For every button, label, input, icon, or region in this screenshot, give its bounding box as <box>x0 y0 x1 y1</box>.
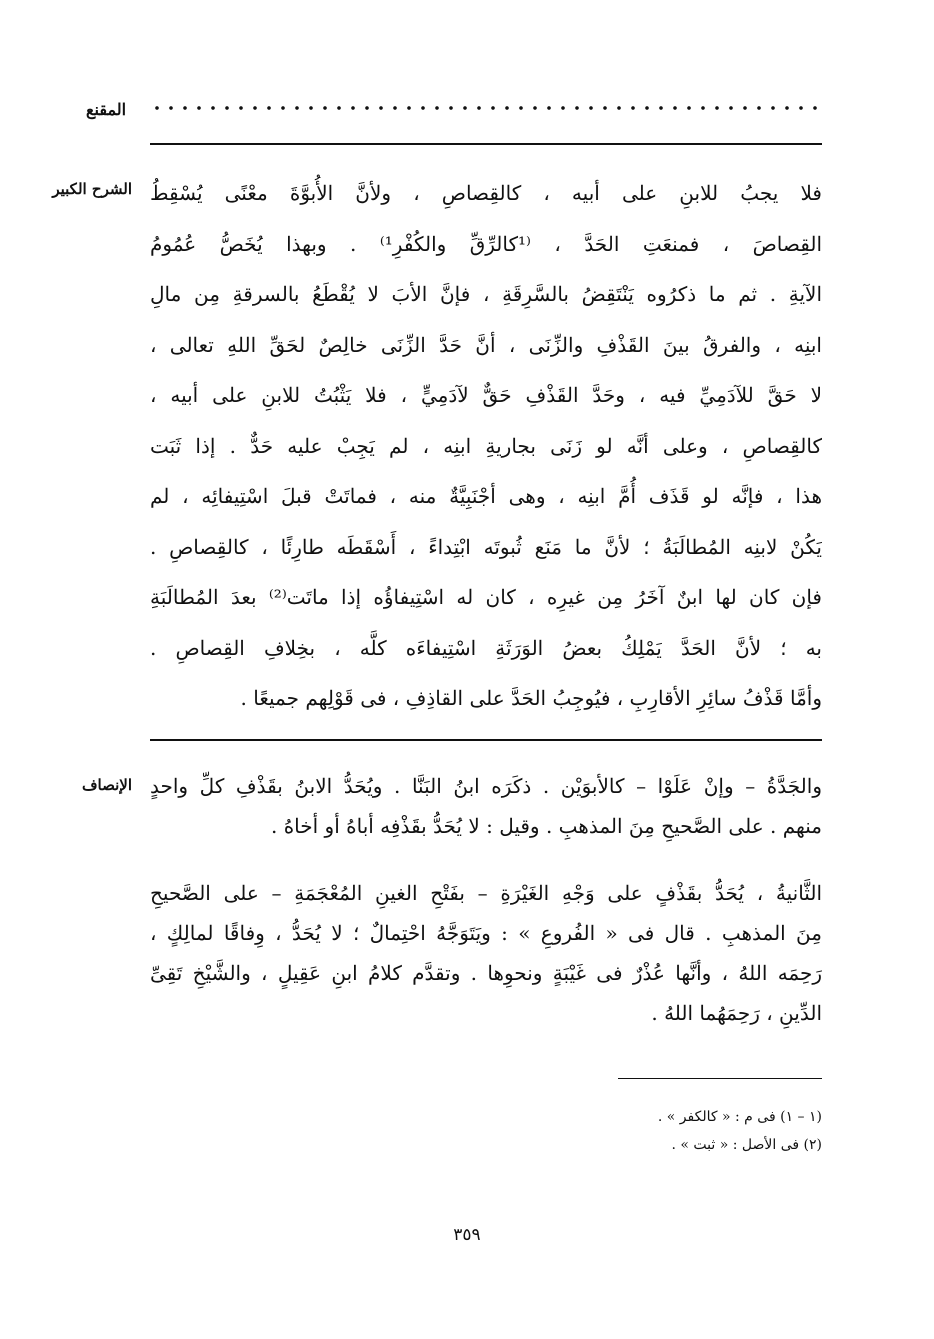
insaf-line: الدِّينِ ، رَحِمَهُما اللهُ . <box>651 1001 822 1025</box>
sharh-line: فلا يجبُ للابنِ على أبيه ، كالقِصاصِ ، ولأنَّ الأُبوَّةَ معْنًى يُسْقِطُ <box>150 181 822 205</box>
footnote: (١ – ١) فى م : « كالكفر » . <box>657 1109 822 1125</box>
footnote: (٢) فى الأصل : « ثبت » . <box>671 1137 822 1153</box>
sharh-line: القِصاصَ ، فمنعَتِ الحَدَّ ، ⁽¹كالرِّقِّ والكُفْرِ¹⁾ . وبهذا يُخَصُّ عُمُومُ <box>150 231 822 256</box>
sharh-line: به ؛ لأنَّ الحَدَّ يَمْلِكُ بعضُ الوَرَثَةِ اسْتِيفاءَه كلَّه ، بخِلافِ القِصاصِ . <box>150 635 822 660</box>
sharh-line: فإن كان لها ابنٌ آخَرُ مِن غيرِه ، كان له اسْتِيفاؤُه إذا ماتَت⁽²⁾ بعدَ المُطالَبَةِ <box>150 585 822 609</box>
header-rule <box>150 143 822 145</box>
section-divider-rule <box>150 739 822 741</box>
header-dotted-leader <box>150 104 820 112</box>
sharh-line: الآيةِ . ثم ما ذكرُوه يَنْتَقِضُ بالسَّرِقَةِ ، فإنَّ الأبَ لا يُقْطَعُ بالسرقةِ مِن مالِ <box>150 282 822 306</box>
sharh-line: يَكُنْ لابنِه المُطالَبَةُ ؛ لأنَّ ما مَنَع ثُبوتَه ابْتِداءً ، أَسْقَطَه طارِئًا ، كالقِصاصِ . <box>150 534 822 559</box>
sharh-line: كالقِصاصِ ، وعلى أنَّه لو زَنَى بجاريةِ ابنِه ، لم يَجِبْ عليه حَدٌّ . إذا ثَبَت <box>150 433 822 458</box>
insaf-line: والجَدَّةُ – وإنْ عَلَوْا – كالأبوَيْن . ذكَرَه ابنُ البَنَّا . ويُحَدُّ الابنُ بقَذْفِ كلِّ واحدٍ <box>150 774 822 798</box>
section-label-insaf: الإنصاف <box>81 776 132 794</box>
page-number: ٣٥٩ <box>453 1225 481 1245</box>
insaf-line: منهم . على الصَّحيحِ مِنَ المذهبِ . وقيل : لا يُحَدُّ بقَذْفِه أباهُ أو أخاهُ . <box>270 814 822 838</box>
insaf-paragraph-2 <box>150 873 822 1033</box>
insaf-paragraph-1 <box>150 766 822 846</box>
sharh-line: ابنِه ، والفرقُ بينَ القَذْفِ والزِّنَى ، أنَّ حَدَّ الزِّنَى خالِصٌ لحَقِّ اللهِ تعالى ، <box>150 332 822 357</box>
sharh-text-block <box>150 168 822 724</box>
section-label-sharh: الشرح الكبير <box>52 180 132 198</box>
footnote-rule <box>618 1078 822 1079</box>
sharh-line: هذا ، فإنَّه لو قَذَف أُمَّ ابنِه ، وهى أجْنَبِيَّةٌ منه ، فماتَتْ قبلَ اسْتِيفائِه ، لم <box>150 484 822 508</box>
sharh-line: وأمَّا قَذْفُ سائِرِ الأقارِبِ ، فيُوجِبُ الحَدَّ على القاذِفِ ، فى قَوْلِهم جميعًا . <box>240 686 822 710</box>
footnotes <box>420 1103 822 1159</box>
sharh-line: لا حَقَّ للآدَمِيِّ فيه ، وحَدَّ القَذْفِ حَقٌّ لآدَمِيٍّ ، فلا يَثْبُتُ للابنِ على أبيه ، <box>150 383 822 407</box>
insaf-line: رَحِمَه اللهُ ، وأنَّها عُذْرٌ فى غَيْبَةٍ ونحوِها . وتقدَّم كلامُ ابنِ عَقِيلٍ ، والشَّيْخِ تَقِىِّ <box>150 961 822 985</box>
insaf-line: مِنَ المذهبِ . قال فى « الفُروعِ » : ويَتَوَجَّهُ احْتِمالٌ ؛ لا يُحَدُّ ، وِفاقًا لمالِكٍ ، <box>150 921 822 945</box>
running-header-title: المقنع <box>86 100 127 119</box>
insaf-line: الثَّانيةُ ، يُحَدُّ بقَذْفٍ على وَجْهِ الغَيْرَةِ – بفَتْحِ الغينِ المُعْجَمَةِ – على الصَّحيحِ <box>150 881 822 905</box>
